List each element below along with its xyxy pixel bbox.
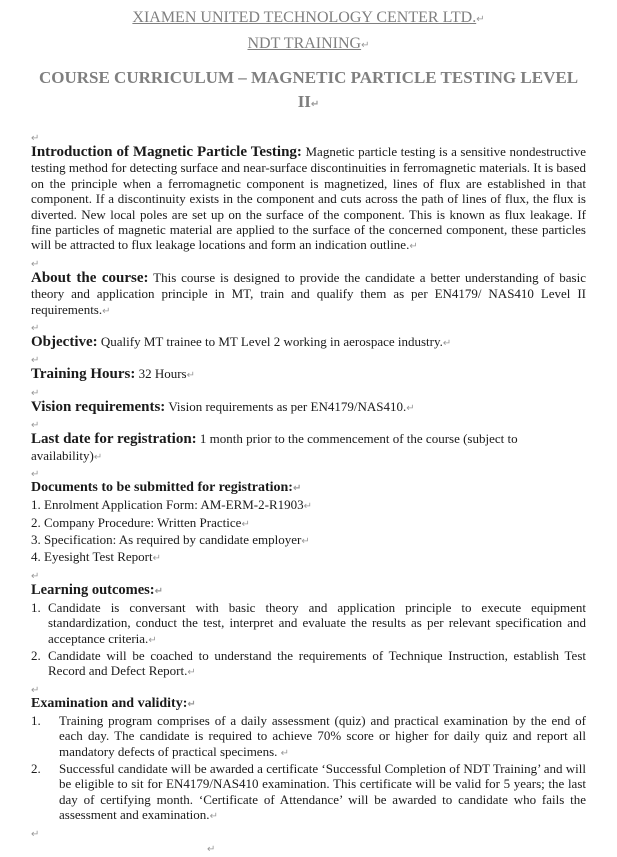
company-name: XIAMEN UNITED TECHNOLOGY CENTER LTD. bbox=[132, 9, 477, 26]
item-number: 2. bbox=[31, 760, 41, 776]
item-text: Candidate is conversant with basic theory and application principle to execute equipment standardization, conduct the test, interpret and evaluate the results as per relevant specification and acceptance criteria. bbox=[48, 599, 586, 646]
empty-line bbox=[31, 681, 586, 696]
paragraph-mark: ↵ bbox=[31, 133, 40, 144]
paragraph-mark: ↵ bbox=[361, 40, 370, 51]
course-title-line bbox=[31, 66, 586, 117]
empty-line bbox=[31, 825, 586, 840]
examination-heading: Examination and validity:↵ bbox=[31, 695, 196, 711]
document-item: 4. Eyesight Test Report↵ bbox=[31, 549, 162, 565]
paragraph-mark: ↵ bbox=[280, 747, 290, 759]
paragraph-mark: ↵ bbox=[31, 323, 40, 335]
examination-item bbox=[31, 761, 586, 825]
paragraph-mark: ↵ bbox=[301, 535, 310, 547]
company-name-line bbox=[31, 6, 586, 32]
item-number: 1. bbox=[31, 599, 41, 615]
paragraph-mark: ↵ bbox=[406, 402, 415, 414]
intro-label: Introduction of Magnetic Particle Testing: bbox=[31, 144, 302, 160]
paragraph-mark: ↵ bbox=[152, 553, 162, 565]
ndt-training-line bbox=[31, 32, 586, 58]
empty-line bbox=[31, 416, 586, 431]
paragraph-mark: ↵ bbox=[31, 355, 40, 367]
examination-item bbox=[31, 713, 586, 761]
paragraph-mark: ↵ bbox=[187, 698, 196, 710]
document-item: 2. Company Procedure: Written Practice↵ bbox=[31, 514, 250, 530]
empty-line bbox=[31, 567, 586, 582]
vision-label: Vision requirements: bbox=[31, 398, 166, 415]
item-text: Successful candidate will be awarded a certificate ‘Successful Completion of NDT Training’ and will be eligible to sit for EN4179/NAS410 examination. This certificate will be valid for 5 years; the last day of certifying month. ‘Certificate of Attendance’ will be awarded to candidate who fails the assessment and examination. bbox=[59, 760, 586, 823]
paragraph-mark: ↵ bbox=[292, 483, 302, 495]
paragraph-mark: ↵ bbox=[148, 634, 157, 646]
empty-line-indented bbox=[31, 840, 586, 855]
paragraph-mark: ↵ bbox=[409, 241, 418, 253]
course-title: COURSE CURRICULUM – MAGNETIC PARTICLE TESTING LEVEL II bbox=[38, 68, 579, 111]
paragraph-mark: ↵ bbox=[241, 518, 250, 530]
paragraph-mark: ↵ bbox=[31, 684, 40, 696]
paragraph-mark: ↵ bbox=[476, 14, 485, 25]
ndt-training-heading: NDT TRAINING bbox=[247, 35, 362, 52]
about-label: About the course: bbox=[31, 269, 149, 286]
learning-outcomes-heading: Learning outcomes:↵ bbox=[31, 581, 164, 598]
vision-paragraph bbox=[31, 399, 586, 416]
paragraph-mark: ↵ bbox=[442, 338, 452, 350]
empty-line bbox=[31, 351, 586, 366]
last-date-paragraph bbox=[31, 431, 586, 465]
about-paragraph bbox=[31, 270, 586, 319]
paragraph-mark: ↵ bbox=[31, 828, 40, 840]
paragraph-mark: ↵ bbox=[207, 843, 216, 855]
paragraph-mark: ↵ bbox=[31, 570, 40, 582]
paragraph-mark: ↵ bbox=[102, 305, 111, 317]
documents-heading: Documents to be submitted for registration:↵ bbox=[31, 480, 302, 496]
last-date-text: 1 month prior to the commencement of the course (subject to availability) bbox=[31, 431, 518, 463]
empty-line bbox=[31, 129, 586, 144]
training-hours-paragraph bbox=[31, 366, 586, 383]
paragraph-mark: ↵ bbox=[209, 811, 218, 823]
paragraph-mark: ↵ bbox=[187, 667, 196, 679]
training-hours-label: Training Hours: bbox=[31, 366, 136, 383]
intro-paragraph bbox=[31, 144, 586, 255]
objective-text: Qualify MT trainee to MT Level 2 working in aerospace industry. bbox=[100, 334, 443, 350]
document-item: 3. Specification: As required by candidate employer↵ bbox=[31, 531, 310, 547]
paragraph-mark: ↵ bbox=[186, 370, 195, 382]
empty-line bbox=[31, 465, 586, 480]
item-number: 1. bbox=[31, 712, 41, 728]
last-date-label: Last date for registration: bbox=[31, 431, 197, 448]
objective-label: Objective: bbox=[31, 334, 98, 351]
paragraph-mark: ↵ bbox=[31, 387, 40, 399]
paragraph-mark: ↵ bbox=[31, 258, 40, 270]
paragraph-mark: ↵ bbox=[31, 469, 40, 481]
document-item: 1. Enrolment Application Form: AM-ERM-2-R1903↵ bbox=[31, 497, 313, 513]
empty-line bbox=[31, 255, 586, 270]
intro-text: Magnetic particle testing is a sensitive nondestructive testing method for detecting surface and near-surface discontinuities in ferromagnetic materials. It is based on the principle when a ferromagnetic component is magnetized, lines of flux are established in that component. If a discontinuity exists in the component and cuts across the path of lines of flux, the flux is diverted. New local poles are set up on the surface of the component. This is known as flux leakage. If fine particles of magnetic material are applied to the surface of the concerned component, these particles will be attracted to flux leakage locations and form an indication outline. bbox=[31, 144, 587, 253]
paragraph-mark: ↵ bbox=[93, 451, 103, 463]
paragraph-mark: ↵ bbox=[31, 420, 40, 432]
empty-line bbox=[31, 319, 586, 334]
training-hours-text: 32 Hours bbox=[138, 366, 187, 382]
vision-text: Vision requirements as per EN4179/NAS410. bbox=[168, 398, 407, 414]
item-number: 2. bbox=[31, 647, 41, 663]
objective-paragraph bbox=[31, 334, 586, 351]
learning-outcome-item bbox=[31, 600, 586, 648]
paragraph-mark: ↵ bbox=[303, 501, 313, 513]
paragraph-mark: ↵ bbox=[310, 99, 320, 110]
item-text: Candidate will be coached to understand the requirements of Technique Instruction, establish Test Record and Defect Report. bbox=[48, 647, 586, 679]
learning-outcome-item bbox=[31, 648, 586, 681]
paragraph-mark: ↵ bbox=[154, 585, 164, 597]
about-text: This course is designed to provide the candidate a better understanding of basic theory and application principle in MT, train and qualify them as per EN4179/ NAS410 Level II requirements. bbox=[31, 269, 586, 317]
item-text: Training program comprises of a daily assessment (quiz) and practical examination by the end of each day. The candidate is required to achieve 70% score or higher for daily quiz and report all mandatory defects of practical specimens. bbox=[59, 712, 586, 759]
empty-line bbox=[31, 384, 586, 399]
